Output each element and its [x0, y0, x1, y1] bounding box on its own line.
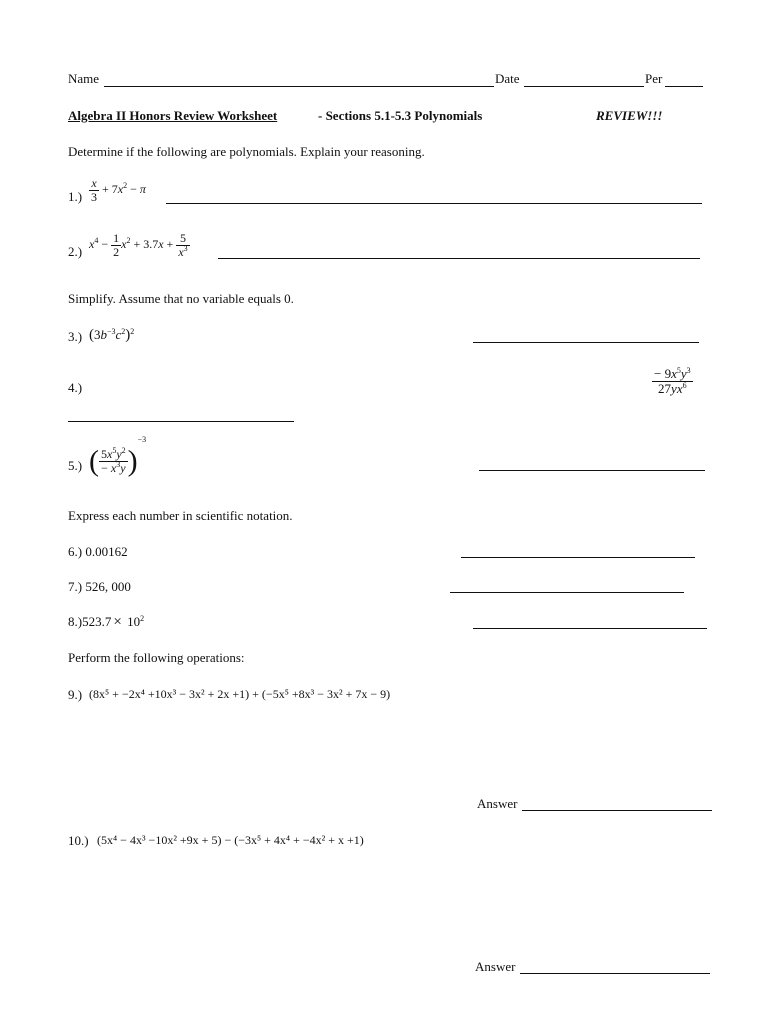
problem-3-number: 3.): [68, 329, 83, 344]
problem-6-answer-line[interactable]: [461, 557, 695, 558]
problem-1-expression: $\frac{x}{3}$ + $7x^2 - \pi$: [91, 176, 146, 204]
problem-3-answer-line[interactable]: [473, 342, 699, 343]
instructions-simplify: Simplify. Assume that no variable equals 0.: [68, 291, 294, 306]
review-label: REVIEW!!!: [596, 108, 663, 123]
problem-10-answer-line[interactable]: [520, 973, 710, 974]
problem-7-answer-line[interactable]: [450, 592, 684, 593]
problem-3-expression: $(3b^{-3}c^2)^2$: [89, 327, 135, 343]
problem-8-answer-line[interactable]: [473, 628, 707, 629]
problem-5-number: 5.): [68, 458, 83, 473]
worksheet-sections: - Sections 5.1-5.3 Polynomials: [318, 108, 483, 123]
problem-8: [68, 614, 144, 631]
name-label: Name: [68, 71, 100, 86]
problem-5-expression: ( $\frac{5x^5y^2}{- x^3y}$ )$^{-3}$: [89, 435, 147, 478]
problem-10-number: 10.): [68, 833, 89, 848]
problem-4-number: 4.): [68, 380, 83, 395]
answer-label-9: Answer: [477, 796, 518, 811]
problem-1-answer-line[interactable]: [166, 203, 702, 204]
name-field[interactable]: [104, 86, 494, 87]
problem-7: 7.) 526, 000: [68, 579, 131, 594]
problem-9-expression: (8x⁵ + −2x⁴ +10x³ − 3x² + 2x +1) + (−5x⁵ +8x³ − 3x² + 7x − 9): [89, 687, 391, 701]
instructions-polynomials: Determine if the following are polynomials. Explain your reasoning.: [68, 144, 425, 159]
worksheet-title: Algebra II Honors Review Worksheet: [68, 108, 278, 123]
problem-4-answer-line[interactable]: [68, 421, 294, 422]
problem-2-expression: $x^4$ − $\frac{1}{2}$ $x^2 + 3.7x$ + $\frac{5}{x^3}$: [89, 231, 188, 259]
answer-label-10: Answer: [475, 959, 516, 974]
period-field[interactable]: [665, 86, 703, 87]
problem-10-expression: (5x⁴ − 4x³ −10x² +9x + 5) − (−3x⁵ + 4x⁴ + −4x² + x +1): [97, 833, 364, 847]
date-label: Date: [495, 71, 520, 86]
problem-4-expression: $\frac{- 9x^5y^3}{27yx^6}$: [654, 366, 691, 396]
problem-8-prefix: 8.)523.7: [68, 614, 112, 629]
problem-8-times: ×: [113, 614, 122, 630]
problem-8-base: 10: [127, 614, 141, 629]
problem-1-number: 1.): [68, 189, 83, 204]
instructions-operations: Perform the following operations:: [68, 650, 245, 665]
instructions-scientific: Express each number in scientific notation.: [68, 508, 293, 523]
problem-2-number: 2.): [68, 244, 83, 259]
problem-2-answer-line[interactable]: [218, 258, 700, 259]
problem-9-number: 9.): [68, 687, 83, 702]
problem-6: 6.) 0.00162: [68, 544, 128, 559]
problem-8-exponent: 2: [140, 614, 145, 623]
period-label: Per: [645, 71, 663, 86]
date-field[interactable]: [524, 86, 644, 87]
problem-9-answer-line[interactable]: [522, 810, 712, 811]
problem-5-answer-line[interactable]: [479, 470, 705, 471]
